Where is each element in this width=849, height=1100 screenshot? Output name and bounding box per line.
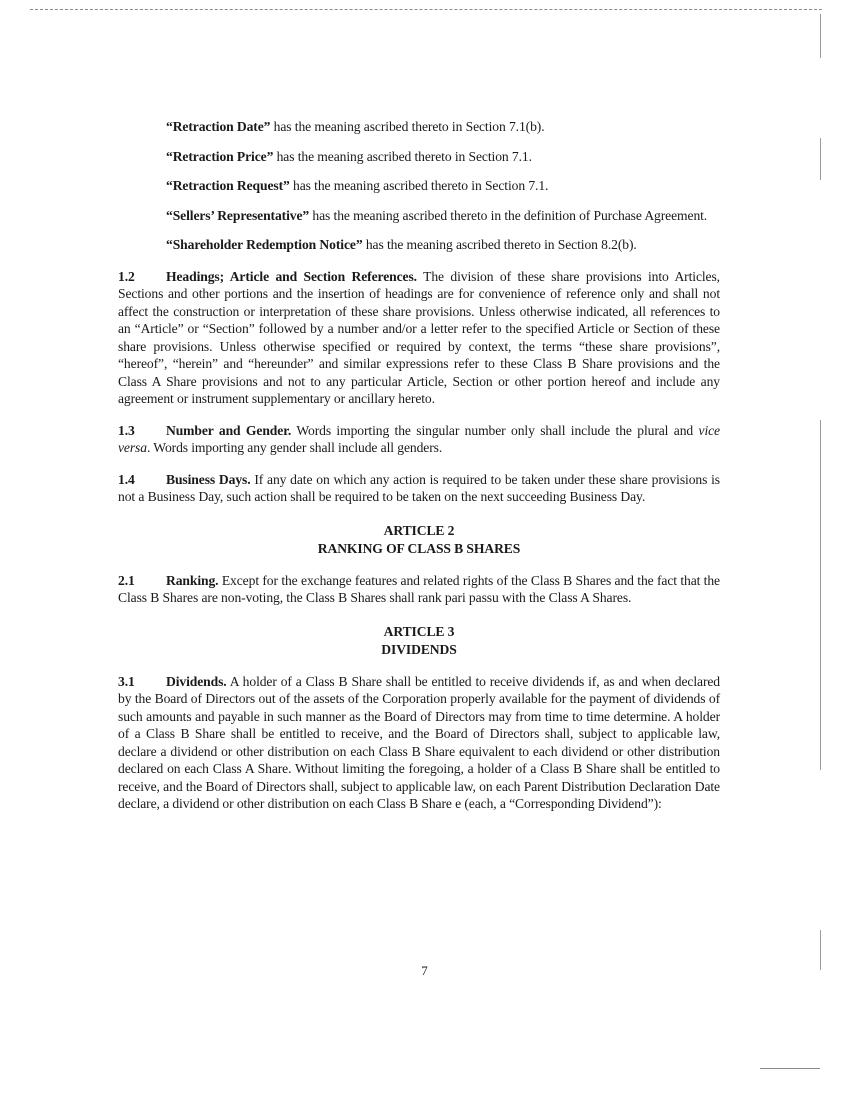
section-heading: Business Days. — [166, 471, 251, 487]
definition-retraction-request: “Retraction Request” has the meaning ascribed thereto in Section 7.1. — [166, 178, 549, 193]
section-heading: Headings; Article and Section References. — [166, 268, 417, 284]
section-text: The division of these share provisions into Articles, Sections and other portions and the insertion of headings are for convenience of reference only and shall not affect the construction or interpretation of these share provisions. Unless otherwise indicated, all references to an “Article” or “Section” followed by a number and/or a letter refer to the specified Article or Section of these share provisions. Unless otherwise specified or required by context, the terms “these share provisions”, “hereof”, “herein” and “hereunder” and similar expressions refer to these Class B Share provisions and the Class A Share provisions and not to any particular Article, Section or other portion hereof and include any agreement or instrument supplementary or ancillary hereto. — [118, 268, 720, 406]
definition-sellers-representative: “Sellers’ Representative” has the meaning ascribed thereto in the definition of Purchase Agreement. — [166, 207, 708, 223]
definition-retraction-price: “Retraction Price” has the meaning ascribed thereto in Section 7.1. — [166, 148, 532, 164]
article-2-heading: ARTICLE 2 RANKING OF CLASS B SHARES — [317, 522, 521, 556]
scan-edge-bottom — [760, 1068, 820, 1069]
section-number: 2.1 — [118, 572, 135, 588]
section-text: A holder of a Class B Share shall be entitled to receive dividends if, as and when declared by the Board of Directors out of the assets of the Corporation properly available for the payment of dividends of such amounts and payable in such manner as the Board of Directors may from time to time determine. A holder of a Class B Share shall be entitled to receive, and the Board of Directors shall, subject to applicable law, declare a dividend or other distribution on each Class B Share equivalent to each dividend or other distribution declared on each Class A Share. Without limiting the foregoing, a holder of a Class B Share shall be entitled to receive, and the Board of Directors shall, subject to applicable law, on each Parent Distribution Declaration Date declare, a dividend or other distribution on each Class B Share e (each, a “Corresponding Dividend”): — [118, 673, 720, 811]
scan-edge-right — [820, 138, 821, 180]
section-number: 1.4 — [118, 471, 135, 487]
section-1-3: 1.3 Number and Gender. Words importing the singular number only shall include the plural and vice versa. Words importing any gender shall include all genders. — [118, 422, 720, 455]
document-page — [118, 118, 720, 827]
section-2-1 — [118, 572, 720, 607]
scan-edge-right — [820, 14, 821, 58]
page-number: 7 — [421, 963, 428, 978]
section-3-1 — [118, 673, 720, 813]
section-number: 3.1 — [118, 673, 135, 689]
section-1-2 — [118, 268, 720, 408]
section-text: If any date on which any action is required to be taken under these share provisions is not a Business Day, such action shall be required to be taken on the next succeeding Business Day. — [118, 471, 720, 504]
scan-edge-right — [820, 420, 821, 770]
definition-retraction-date: “Retraction Date” has the meaning ascribed thereto in Section 7.1(b). — [166, 119, 545, 134]
section-number: 1.2 — [118, 268, 135, 284]
definition-shareholder-redemption-notice: “Shareholder Redemption Notice” has the meaning ascribed thereto in Section 8.2(b). — [166, 237, 637, 252]
scan-edge-top — [30, 9, 822, 10]
section-number: 1.3 — [118, 422, 135, 438]
section-text: Except for the exchange features and related rights of the Class B Shares and the fact that the Class B Shares are non-voting, the Class B Shares shall rank pari passu with the Class A Shares. — [118, 572, 720, 605]
section-heading: Number and Gender. — [166, 422, 292, 438]
section-heading: Ranking. — [166, 572, 219, 588]
article-3-heading: ARTICLE 3 DIVIDENDS — [381, 623, 457, 657]
section-1-4 — [118, 471, 720, 506]
section-heading: Dividends. — [166, 673, 227, 689]
